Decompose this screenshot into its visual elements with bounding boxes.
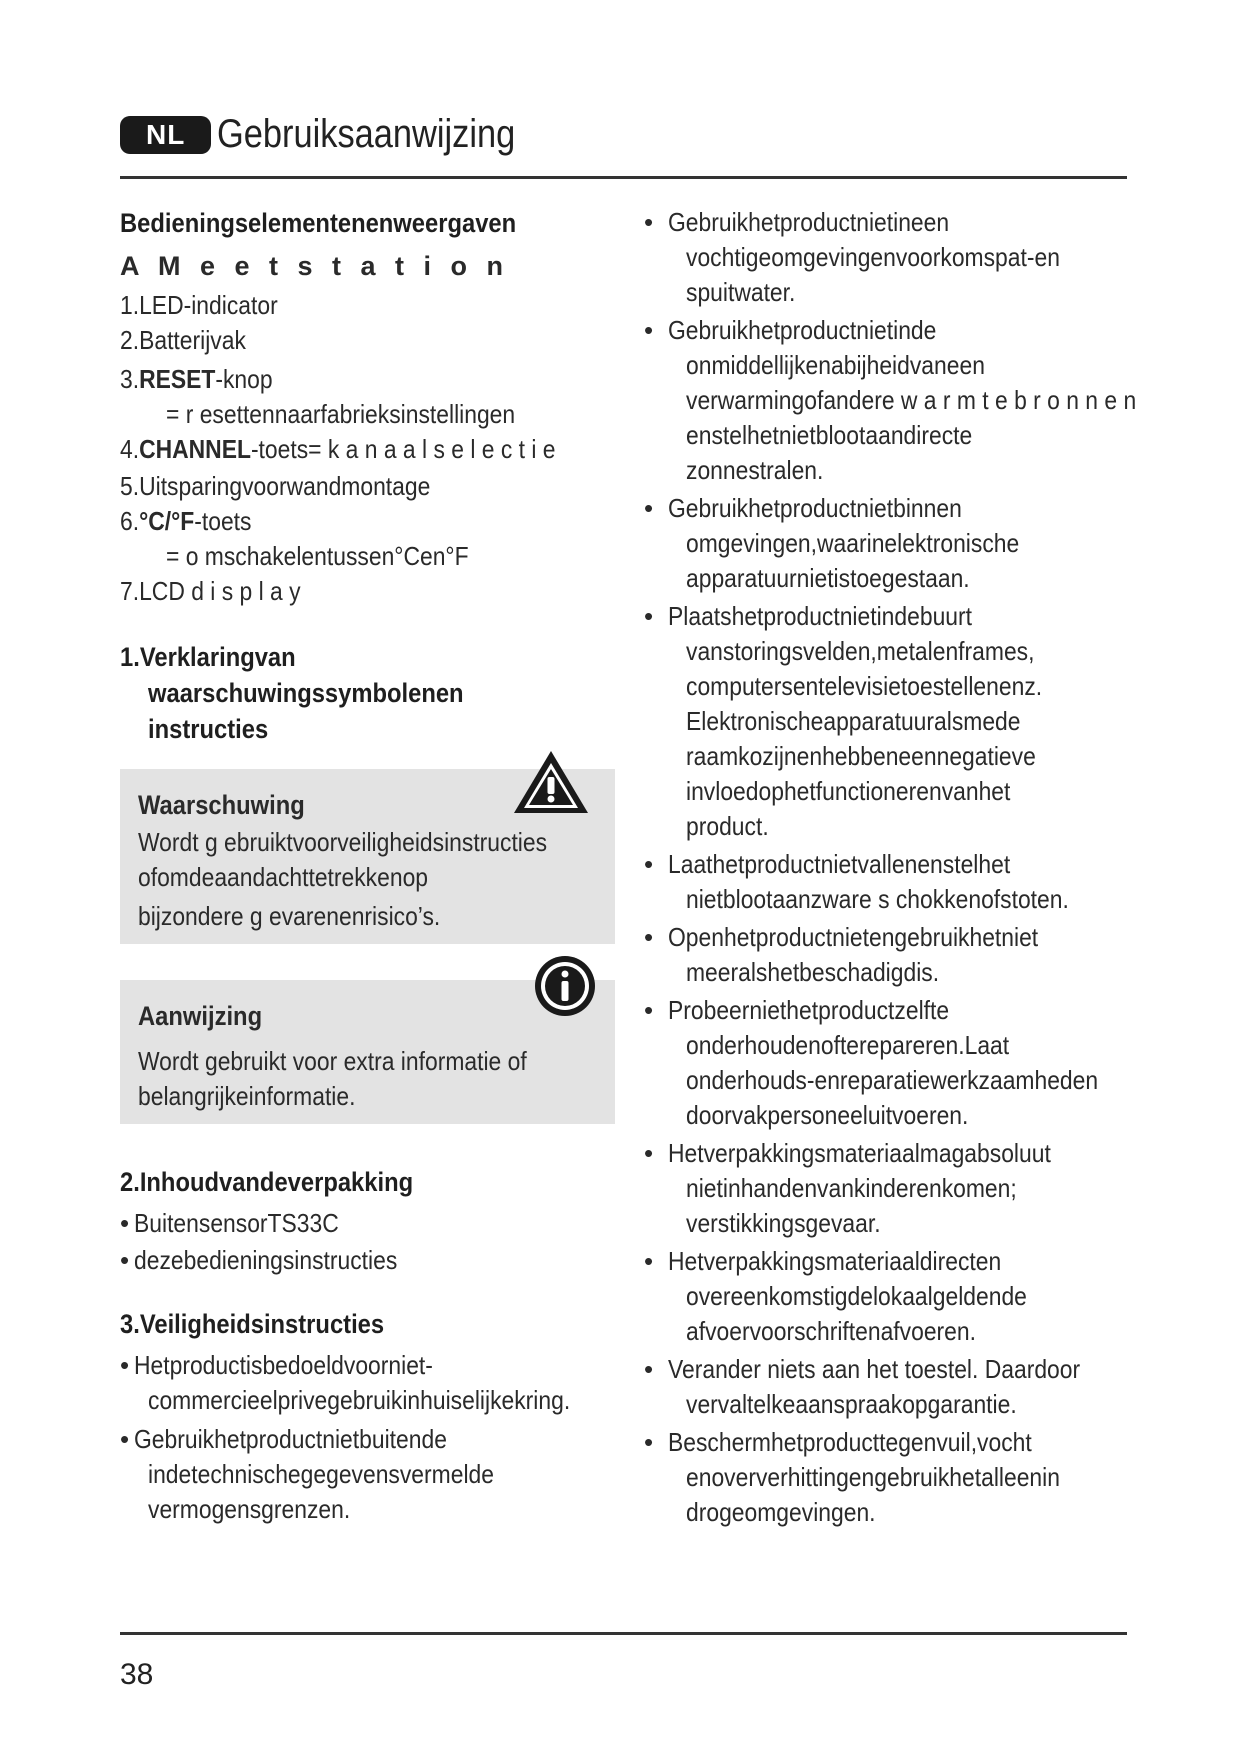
list-item: • Gebruikhetproductnietbuitende indetechnischegegevensvermelde vermogensgrenzen. <box>120 1422 615 1527</box>
note-line-2: belangrijkeinformatie. <box>138 1081 356 1111</box>
control-item-1: 1.LED-indicator <box>120 290 278 320</box>
controls-heading: Bedieningselementenenweergaven <box>120 208 517 238</box>
page-header <box>120 112 564 157</box>
list-item: • Hetverpakkingsmateriaalmagabsoluut nietinhandenvankinderenkomen; verstikkingsgevaar. <box>640 1136 1200 1241</box>
note-line-1: Wordt gebruikt voor extra informatie of <box>138 1046 527 1076</box>
info-icon <box>533 954 597 1027</box>
control-item-2: 2.Batterijvak <box>120 325 246 355</box>
warning-line-1: Wordt g ebruiktvoorveiligheidsinstructies <box>138 827 548 857</box>
right-column <box>640 205 1200 1533</box>
page-number: 38 <box>120 1658 154 1691</box>
section-2-heading: 2.Inhoudvandeverpakking <box>120 1167 414 1197</box>
warning-line-2: ofomdeaandachttetrekkenop <box>138 862 429 892</box>
list-item: • Gebruikhetproductnietbinnen omgevingen,waarinelektronische apparatuurnietistoegestaan. <box>640 491 1200 596</box>
list-item: • Hetproductisbedoeldvoorniet- commercieelprivegebruikinhuiselijkekring. <box>120 1348 615 1418</box>
control-item-7: 7.LCD d i s p l a y <box>120 576 301 606</box>
list-item: • Probeerniethetproductzelfte onderhoudenofterepareren.Laat onderhouds-enreparatiewerkzaamheden doorvakpersoneeluitvoeren. <box>640 993 1200 1133</box>
list-item: • Laathetproductnietvallenenstelhet nietblootaanzware s chokkenofstoten. <box>640 847 1200 917</box>
list-item: • Gebruikhetproductnietinde onmiddellijkenabijheidvaneen verwarmingofandere w a r m t e b r o n n e n enstelhetnietblootaandirecte zonnestralen. <box>640 313 1200 488</box>
reset-label: RESET <box>139 364 216 394</box>
section-3-heading: 3.Veiligheidsinstructies <box>120 1309 385 1339</box>
channel-label: CHANNEL <box>139 434 251 464</box>
safety-list-left <box>120 1348 615 1527</box>
control-item-6-desc: = o mschakelentussen°Cen°F <box>166 541 469 571</box>
control-item-4: 4.CHANNEL-toets= k a n a a l s e l e c t i e <box>120 434 556 464</box>
control-item-6: 6.°C/°F-toets <box>120 506 252 536</box>
control-item-3: 3.RESET-knop <box>120 364 273 394</box>
list-item: • Hetverpakkingsmateriaaldirecten overeenkomstigdelokaalgeldende afvoervoorschriftenafvoeren. <box>640 1244 1200 1349</box>
control-item-5: 5.Uitsparingvoorwandmontage <box>120 471 431 501</box>
warning-triangle-icon <box>511 747 591 826</box>
warning-title: Waarschuwing <box>138 790 305 820</box>
list-item: • Openhetproductnietengebruikhetniet meeralshetbeschadigdis. <box>640 920 1200 990</box>
left-column <box>120 205 615 1529</box>
note-title: Aanwijzing <box>138 1001 263 1031</box>
language-badge: NL <box>120 116 211 154</box>
warning-box <box>120 769 615 944</box>
list-item: • Beschermhetproducttegenvuil,vocht enoververhittingengebruikhetalleenin drogeomgevingen. <box>640 1425 1200 1530</box>
list-item: • Plaatshetproductnietindebuurt vanstoringsvelden,metalenframes, computersentelevisietoestellenenz. Elektronischeapparatuuralsmede raamkozijnenhebbeneennegatieve invloedophetfunctionerenvanhet product. <box>640 599 1200 844</box>
header-divider <box>120 176 1127 179</box>
warning-line-3: bijzondere g evarenenrisico’s. <box>138 901 441 931</box>
list-item: • BuitensensorTS33C <box>120 1206 615 1241</box>
safety-list-right <box>640 205 1200 1530</box>
cf-label: °C/°F <box>139 506 195 536</box>
section-1-heading: 1.Verklaringvan waarschuwingssymbolenen instructies <box>120 642 464 744</box>
footer-divider <box>120 1632 1127 1635</box>
list-item: • Gebruikhetproductnietineen vochtigeomgevingenvoorkomspat-en spuitwater. <box>640 205 1200 310</box>
list-item: • dezebedieningsinstructies <box>120 1243 615 1278</box>
control-item-3-desc: = r esettennaarfabrieksinstellingen <box>166 399 516 429</box>
list-item: • Verander niets aan het toestel. Daardoor vervaltelkeaanspraakopgarantie. <box>640 1352 1200 1422</box>
station-heading: A M e e t s t a t i o n <box>120 251 510 281</box>
note-box <box>120 980 615 1124</box>
page-title: Gebruiksaanwijzing <box>217 112 516 156</box>
package-contents-list <box>120 1206 615 1278</box>
